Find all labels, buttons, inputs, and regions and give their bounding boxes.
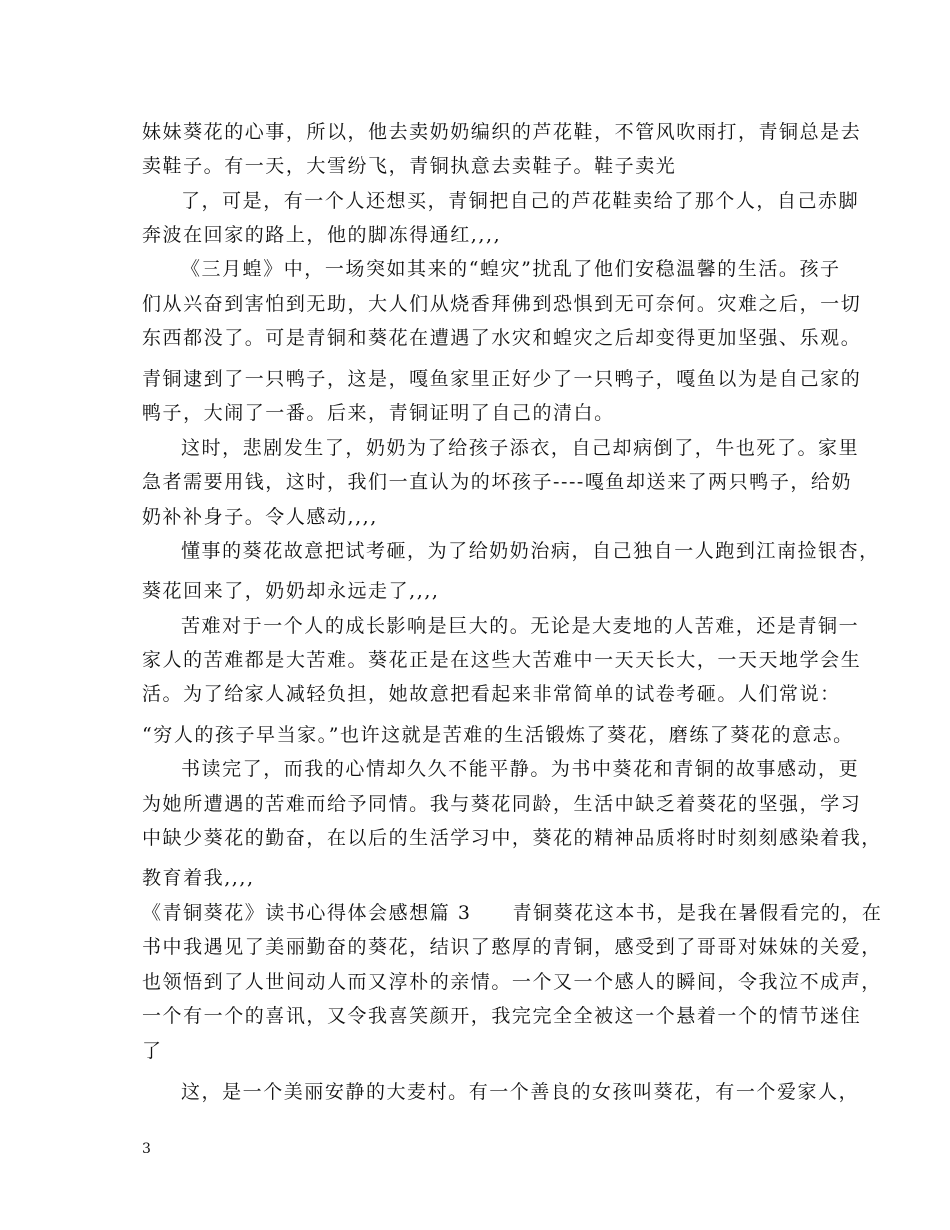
text-line: 教育着我,,,,: [142, 867, 255, 889]
text-line: 了: [142, 1040, 163, 1062]
text-line: 妹妹葵花的心事，所以，他去卖奶奶编织的芦花鞋，不管风吹雨打，青铜总是去: [142, 121, 862, 143]
text-line: 东西都没了。可是青铜和葵花在遭遇了水灾和蝗灾之后却变得更加坚强、乐观。: [142, 327, 862, 349]
text-line: “穷人的孩子早当家。”也许这就是苦难的生活锻炼了葵花，磨练了葵花的意志。: [142, 724, 854, 746]
text-line: 为她所遭遇的苦难而给予同情。我与葵花同龄，生活中缺乏着葵花的坚强，学习: [142, 793, 862, 815]
text-line: 青铜逮到了一只鸭子，这是，嘎鱼家里正好少了一只鸭子，嘎鱼以为是自己家的: [142, 368, 862, 390]
text-line: 苦难对于一个人的成长影响是巨大的。无论是大麦地的人苦难，还是青铜一: [181, 615, 860, 637]
text-line: 中缺少葵花的勤奋，在以后的生活学习中，葵花的精神品质将时时刻刻感染着我，: [142, 827, 882, 849]
text-line: 急者需要用钱，这时，我们一直认为的坏孩子----嘎鱼却送来了两只鸭子，给奶: [142, 471, 853, 493]
text-line: 这时，悲剧发生了，奶奶为了给孩子添衣，自己却病倒了，牛也死了。家里: [181, 437, 860, 459]
text-line: 家人的苦难都是大苦难。葵花正是在这些大苦难中一天天长大，一天天地学会生: [142, 649, 862, 671]
text-line: 了，可是，有一个人还想买，青铜把自己的芦花鞋卖给了那个人，自己赤脚: [181, 190, 860, 212]
text-line: 奶补补身子。令人感动,,,,: [142, 506, 378, 528]
text-line: 葵花回来了，奶奶却永远走了,,,,: [142, 580, 440, 602]
text-line: 书读完了，而我的心情却久久不能平静。为书中葵花和青铜的故事感动，更: [181, 758, 860, 780]
page-number: 3: [142, 1141, 151, 1157]
text-line: 《青铜葵花》读书心得体会感想篇 3 青铜葵花这本书，是我在暑假看完的，在: [142, 902, 883, 924]
text-line: 活。为了给家人减轻负担，她故意把看起来非常简单的试卷考砸。人们常说：: [142, 683, 841, 705]
text-line: 一个有一个的喜讯，又令我喜笑颜开，我完完全全被这一个悬着一个的情节迷住: [142, 1005, 862, 1027]
text-line: 也领悟到了人世间动人而又淳朴的亲情。一个又一个感人的瞬间，令我泣不成声，: [142, 971, 882, 993]
text-line: 奔波在回家的路上，他的脚冻得通红,,,,: [142, 224, 502, 246]
text-line: 这，是一个美丽安静的大麦村。有一个善良的女孩叫葵花，有一个爱家人，: [181, 1081, 860, 1103]
text-line: 鸭子，大闹了一番。后来，青铜证明了自己的清白。: [142, 402, 615, 424]
text-line: 懂事的葵花故意把试考砸，为了给奶奶治病，自己独自一人跑到江南捡银杏，: [181, 540, 880, 562]
text-line: 们从兴奋到害怕到无助，大人们从烧香拜佛到恐惧到无可奈何。灾难之后，一切: [142, 293, 862, 315]
text-line: 卖鞋子。有一天，大雪纷飞，青铜执意去卖鞋子。鞋子卖光: [142, 155, 677, 177]
text-line: 书中我遇见了美丽勤奋的葵花，结识了憨厚的青铜，感受到了哥哥对妹妹的关爱，: [142, 936, 882, 958]
text-line: 《三月蝗》中，一场突如其来的“蝗灾”扰乱了他们安稳温馨的生活。孩子: [181, 258, 841, 280]
